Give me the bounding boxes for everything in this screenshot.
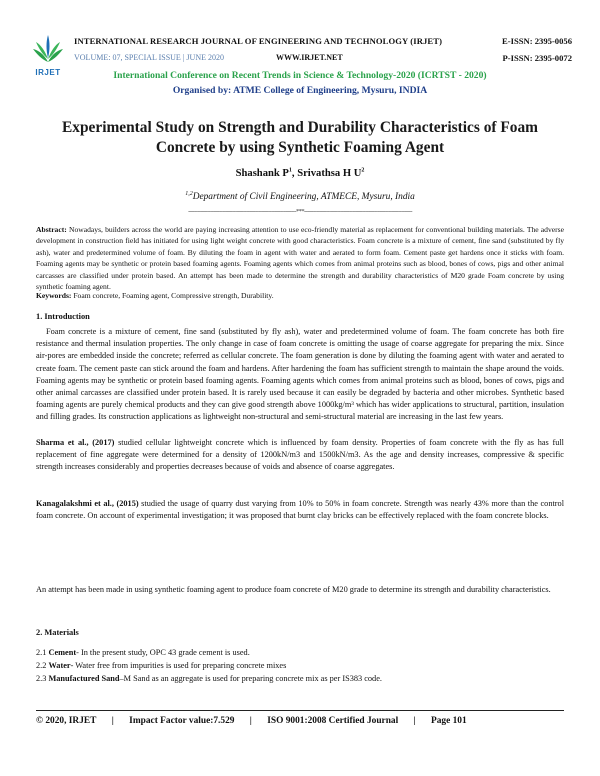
- material-item-water: [36, 661, 286, 670]
- material-item-msand: [36, 674, 382, 683]
- section-divider: ---------------------------------------------------------------------***---------------------------------------------------------------------: [188, 208, 412, 215]
- material-text: - Water free from impurities is used for preparing concrete mixes: [70, 661, 287, 670]
- sharma-text: studied cellular lightweight concrete which is influenced by foam density. Properties of foam concrete with the fly as has full replacement of fine aggregate were determined for a density of 1200kN/m3 and 1500kN/m3. As the age and density increases, compressive & specific strength increases considerably and properties decreases because of voids and absence of coarse aggregates.: [36, 438, 564, 472]
- author-superscript: 2: [361, 167, 365, 174]
- sharma-paragraph: [36, 437, 564, 474]
- copyright: © 2020, IRJET: [36, 716, 97, 726]
- keywords-label: Keywords:: [36, 291, 72, 300]
- impact-factor-value: 7.529: [213, 716, 235, 726]
- page-footer: [36, 716, 564, 726]
- author-separator: ,: [291, 168, 298, 179]
- intro-text: Foam concrete is a mixture of cement, fine sand (substituted by fly ash), water and predetermined volume of foam. The foam concrete has both fire resistance and thermal insulation properties. The only change in case of foam concrete is omitting the usage of coarse aggregate for preparing the mix. Since air-pores are embedded inside the concrete; referred as cellular concrete. The foam generation is done by diluting the foaming agent with water and aerated to create foam. The cement paste can stick around the foam and hardens. After hardening the foam has sufficient strength to maintain the shape around the voids. Foaming agents may be synthetic or protein based foaming agents. Foaming agents which comes from animal proteins such as blood, bones of cows, pigs and other animal carcasses are classified under protein based. It is rarely used because it can easily be degraded by bacteria and other microbes. Synthetic based foaming agents are purely chemical products and they can give good strength above 1000kg/m³ which has wider applications to structural, partition, insulation and filling grades. Its construction applications as lightweight non-structural and semi-structural material are increasing in the last few years.: [36, 327, 564, 422]
- author-name: Shashank P: [235, 168, 289, 179]
- kanagalakshmi-text: studied the usage of quarry dust varying from 10% to 50% in foam concrete. Strength was nearly 43% more than the control foam concrete. On account of experimental investigation; it was proposed that burnt clay bricks can be effectively replaced with the foam concrete blocks.: [36, 499, 564, 521]
- author-superscript: 1: [288, 167, 292, 174]
- footer-separator: |: [413, 716, 416, 726]
- section-heading-materials: 2. Materials: [36, 628, 79, 637]
- kanagalakshmi-paragraph: [36, 498, 564, 522]
- material-name: Cement: [48, 648, 77, 657]
- section-heading-introduction: 1. Introduction: [36, 312, 90, 321]
- paper-title: Experimental Study on Strength and Durability Characteristics of Foam Concrete by using Synthetic Foaming Agent: [62, 119, 538, 156]
- abstract-label: Abstract:: [36, 225, 67, 234]
- material-number: 2.1: [36, 648, 49, 657]
- pissn: P-ISSN: 2395-0072: [502, 53, 572, 63]
- abstract: [36, 224, 564, 292]
- material-number: 2.3: [36, 674, 49, 683]
- conference-name: International Conference on Recent Trends in Science & Technology-2020 (ICRTST - 2020): [113, 70, 487, 81]
- affiliation-text: Department of Civil Engineering, ATMECE, Mysuru, India: [192, 192, 415, 202]
- affiliation-superscript: 1,2: [185, 190, 193, 197]
- authors: [0, 168, 600, 179]
- organiser: Organised by: ATME College of Engineering, Mysuru, INDIA: [172, 85, 428, 96]
- journal-name: INTERNATIONAL RESEARCH JOURNAL OF ENGINEERING AND TECHNOLOGY (IRJET): [74, 36, 443, 46]
- attempt-paragraph: [36, 584, 564, 596]
- journal-website: WWW.IRJET.NET: [276, 53, 343, 62]
- material-item-cement: [36, 648, 250, 657]
- material-number: 2.2: [36, 661, 49, 670]
- keywords: [36, 290, 564, 301]
- material-text: –M Sand as an aggregate is used for preparing concrete mix as per IS383 code.: [119, 674, 382, 683]
- page-number: Page 101: [430, 716, 467, 726]
- iso-certification: ISO 9001:2008 Certified Journal: [267, 716, 399, 726]
- footer-separator: |: [111, 716, 114, 726]
- footer-rule: [36, 710, 564, 711]
- material-name: Water: [48, 661, 71, 670]
- impact-factor-label: Impact Factor value:: [129, 716, 214, 726]
- footer-separator: |: [249, 716, 252, 726]
- reference-sharma: Sharma et al., (2017): [36, 438, 115, 447]
- volume-info: VOLUME: 07, SPECIAL ISSUE | JUNE 2020: [74, 53, 224, 62]
- irjet-logo-icon: [30, 32, 66, 68]
- material-name: Manufactured Sand: [48, 674, 120, 683]
- abstract-text: Nowadays, builders across the world are paying increasing attention to use eco-friendly material as replacement for conventional building materials. The adverse development in construction field has initiated for using light weight concrete with good characteristics. Foam concrete is a mixture of cement, fine sand (substituted by fly ash), water and predetermined volume of foam. By diluting the foam in agent with water and aerated to form foam. Cement paste get hardens once it sticks with foam. Foaming agents may be synthetic or protein based foaming agents. Foaming agents which comes from animal proteins such as blood, bones of cows, pigs and other animal carcasses are classified under protein based. An attempt has been made to determine the strength and durability characteristics of M20 grade Foam concrete by using synthetic foaming agent.: [36, 225, 564, 292]
- keywords-text: Foam concrete, Foaming agent, Compressive strength, Durability.: [71, 291, 274, 300]
- introduction-paragraph: [36, 326, 564, 424]
- logo-text: IRJET: [35, 68, 61, 77]
- material-text: - In the present study, OPC 43 grade cement is used.: [76, 648, 250, 657]
- eissn: E-ISSN: 2395-0056: [502, 36, 572, 46]
- attempt-text: An attempt has been made in using synthetic foaming agent to produce foam concrete of M20 grade to determine its strength and durability characteristics.: [36, 585, 551, 594]
- affiliation: [0, 192, 600, 202]
- reference-kanagalakshmi: Kanagalakshmi et al., (2015): [36, 499, 139, 508]
- author-name: Srivathsa H U: [297, 168, 362, 179]
